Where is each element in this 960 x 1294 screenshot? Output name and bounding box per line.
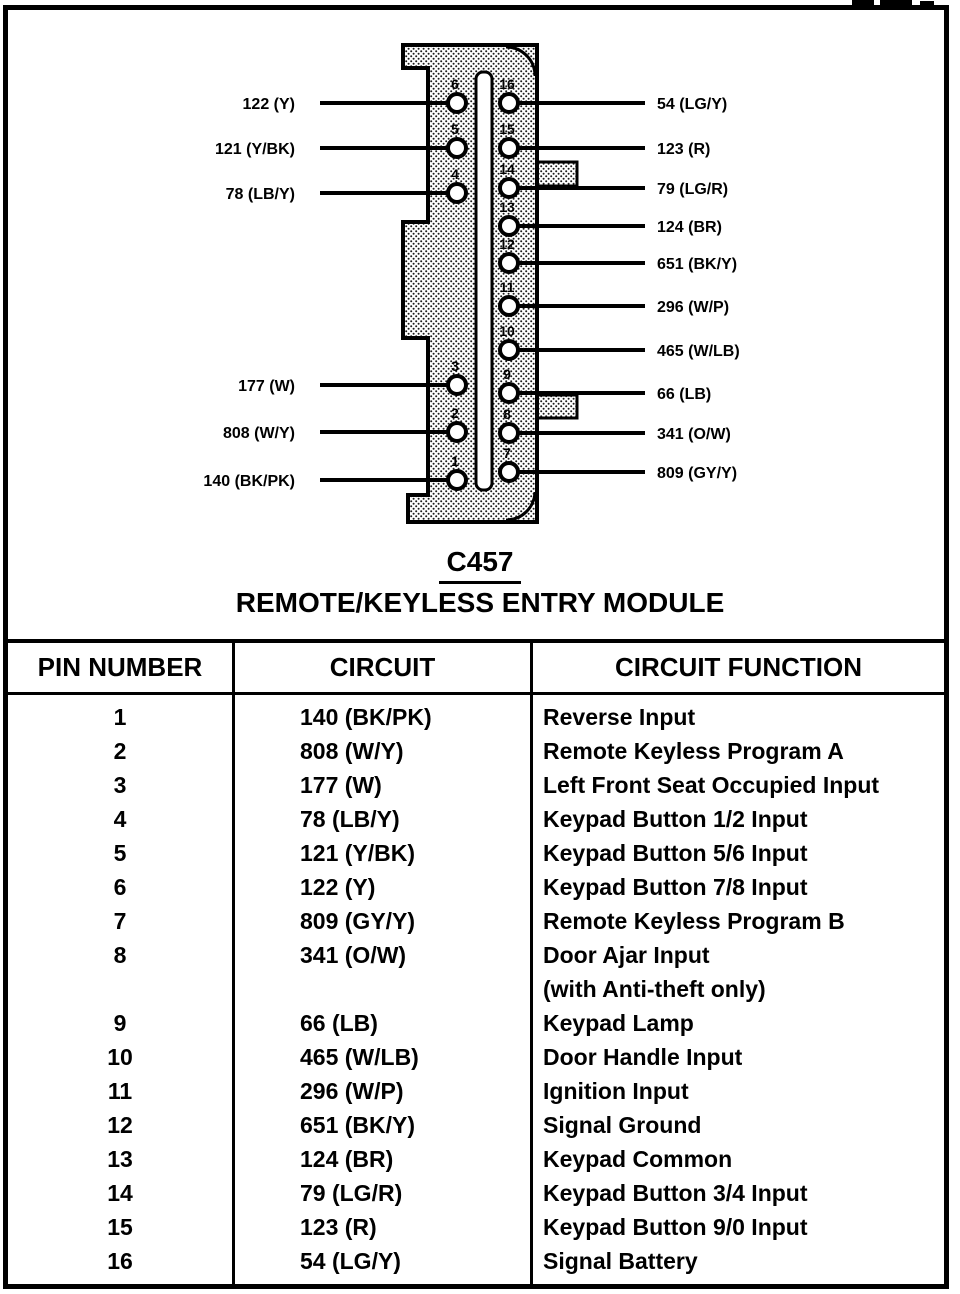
function-cell: Remote Keyless Program B: [543, 908, 845, 934]
table-row: [8, 734, 944, 768]
function-cell: Reverse Input: [543, 704, 696, 730]
table-row: [8, 870, 944, 904]
connector-diagram: [0, 0, 960, 640]
pin-number: 11: [499, 279, 515, 295]
pin-cell: 12: [107, 1112, 133, 1138]
wire-label: 177 (W): [238, 378, 295, 395]
wire-label: 140 (BK/PK): [203, 473, 295, 490]
wire-label: 122 (Y): [242, 96, 295, 113]
pin-circle: [500, 384, 518, 402]
pin-number: 4: [451, 166, 459, 182]
circuit-cell: 140 (BK/PK): [300, 704, 432, 730]
pin-cell: 8: [113, 942, 127, 968]
header-pin-number: PIN NUMBER: [37, 652, 203, 682]
pin-number: 8: [503, 406, 511, 422]
wire-label: 54 (LG/Y): [657, 96, 728, 113]
pin-number: 6: [451, 76, 459, 92]
wire-label: 123 (R): [657, 141, 711, 158]
connector-body: [403, 45, 537, 522]
pin-circle: [500, 94, 518, 112]
pin-number: 9: [503, 366, 511, 382]
pin-number: 5: [451, 121, 459, 137]
table-header-divider: [8, 692, 944, 695]
pin-circle: [448, 94, 466, 112]
function-cell: Keypad Button 5/6 Input: [543, 840, 808, 866]
pin-number: 16: [499, 76, 515, 92]
pin-circle: [448, 471, 466, 489]
circuit-cell: 124 (BR): [300, 1146, 394, 1172]
function-cell: Keypad Common: [543, 1146, 733, 1172]
pin-circle: [500, 179, 518, 197]
pin-number: 12: [499, 236, 515, 252]
pin-circle: [448, 423, 466, 441]
pin-number: 2: [451, 405, 459, 421]
circuit-cell: 296 (W/P): [300, 1078, 404, 1104]
pin-number: 10: [499, 323, 515, 339]
table-row: [8, 768, 944, 802]
function-cell: Keypad Button 3/4 Input: [543, 1180, 808, 1206]
pin-circle: [448, 184, 466, 202]
pin-cell: 10: [107, 1044, 133, 1070]
table-row: [8, 1108, 944, 1142]
wire-label: 79 (LG/R): [657, 181, 729, 198]
table-row: [8, 1074, 944, 1108]
connector-id: C457: [330, 546, 630, 584]
pin-circle: [500, 463, 518, 481]
wire-label: 341 (O/W): [657, 426, 731, 443]
header-circuit: CIRCUIT: [329, 652, 436, 682]
circuit-cell: 121 (Y/BK): [300, 840, 416, 866]
table-row: [8, 1244, 944, 1278]
pin-circle: [500, 139, 518, 157]
circuit-cell: 123 (R): [300, 1214, 377, 1240]
table-row: [8, 904, 944, 938]
pin-circle: [500, 297, 518, 315]
table-row: [8, 1176, 944, 1210]
pin-circle: [500, 341, 518, 359]
pin-cell: 5: [113, 840, 127, 866]
pin-cell: 15: [107, 1214, 133, 1240]
wire-label: 121 (Y/BK): [214, 141, 295, 158]
table-row: [8, 1210, 944, 1244]
connector-right-tab-upper: [537, 162, 577, 186]
function-cell: Left Front Seat Occupied Input: [543, 772, 880, 798]
pin-number: 14: [499, 161, 515, 177]
table-row: [8, 1142, 944, 1176]
wire-label: 651 (BK/Y): [657, 256, 738, 273]
function-cell: Keypad Button 9/0 Input: [543, 1214, 808, 1240]
table-row: [8, 700, 944, 734]
circuit-cell: 651 (BK/Y): [300, 1112, 416, 1138]
function-cell: Keypad Button 7/8 Input: [543, 874, 808, 900]
function-cell: Door Handle Input: [543, 1044, 743, 1070]
circuit-cell: 78 (LB/Y): [300, 806, 400, 832]
function-note-cell: (with Anti-theft only): [543, 976, 766, 1002]
pin-circle: [448, 139, 466, 157]
circuit-cell: 54 (LG/Y): [300, 1248, 401, 1274]
wire-label: 296 (W/P): [657, 299, 730, 316]
connector-right-tab-lower: [537, 395, 577, 418]
wire-label: 808 (W/Y): [222, 425, 295, 442]
pin-number: 15: [499, 121, 515, 137]
circuit-cell: 465 (W/LB): [300, 1044, 419, 1070]
pin-cell: 2: [113, 738, 127, 764]
pin-cell: 16: [107, 1248, 133, 1274]
circuit-cell: 79 (LG/R): [300, 1180, 403, 1206]
circuit-cell: 808 (W/Y): [300, 738, 404, 764]
pin-number: 13: [499, 199, 515, 215]
pin-circle: [500, 424, 518, 442]
header-circuit-function: CIRCUIT FUNCTION: [615, 652, 862, 682]
circuit-cell: 177 (W): [300, 772, 382, 798]
function-cell: Remote Keyless Program A: [543, 738, 844, 764]
pin-cell: 6: [113, 874, 127, 900]
circuit-cell: 66 (LB): [300, 1010, 378, 1036]
pin-circle: [500, 217, 518, 235]
wire-label: 809 (GY/Y): [657, 465, 738, 482]
pin-circle: [448, 376, 466, 394]
circuit-cell: 809 (GY/Y): [300, 908, 416, 934]
table-row: [8, 1040, 944, 1074]
pin-number: 3: [451, 358, 459, 374]
wire-label: 78 (LB/Y): [225, 186, 295, 203]
table-row-note: [8, 972, 944, 1006]
function-cell: Signal Ground: [543, 1112, 702, 1138]
function-cell: Ignition Input: [543, 1078, 689, 1104]
function-cell: Keypad Lamp: [543, 1010, 694, 1036]
circuit-cell: 341 (O/W): [300, 942, 407, 968]
pin-circle: [500, 254, 518, 272]
table-row: [8, 802, 944, 836]
pin-cell: 4: [113, 806, 127, 832]
pin-cell: 13: [107, 1146, 133, 1172]
connector-center-channel: [476, 72, 492, 490]
table-row: [8, 938, 944, 972]
connector-title: REMOTE/KEYLESS ENTRY MODULE: [235, 587, 725, 618]
wire-label: 124 (BR): [657, 219, 722, 236]
pin-number: 7: [503, 445, 511, 461]
pin-cell: 3: [113, 772, 127, 798]
circuit-cell: 122 (Y): [300, 874, 376, 900]
pin-cell: 7: [113, 908, 127, 934]
function-cell: Door Ajar Input: [543, 942, 710, 968]
pin-number: 1: [451, 453, 459, 469]
pin-cell: 11: [107, 1078, 133, 1104]
table-row: [8, 836, 944, 870]
wire-label: 465 (W/LB): [657, 343, 740, 360]
pin-cell: 9: [113, 1010, 127, 1036]
pin-cell: 14: [107, 1180, 133, 1206]
table-row: [8, 1006, 944, 1040]
function-cell: Keypad Button 1/2 Input: [543, 806, 808, 832]
wire-label: 66 (LB): [657, 386, 712, 403]
pin-cell: 1: [113, 704, 127, 730]
function-cell: Signal Battery: [543, 1248, 698, 1274]
